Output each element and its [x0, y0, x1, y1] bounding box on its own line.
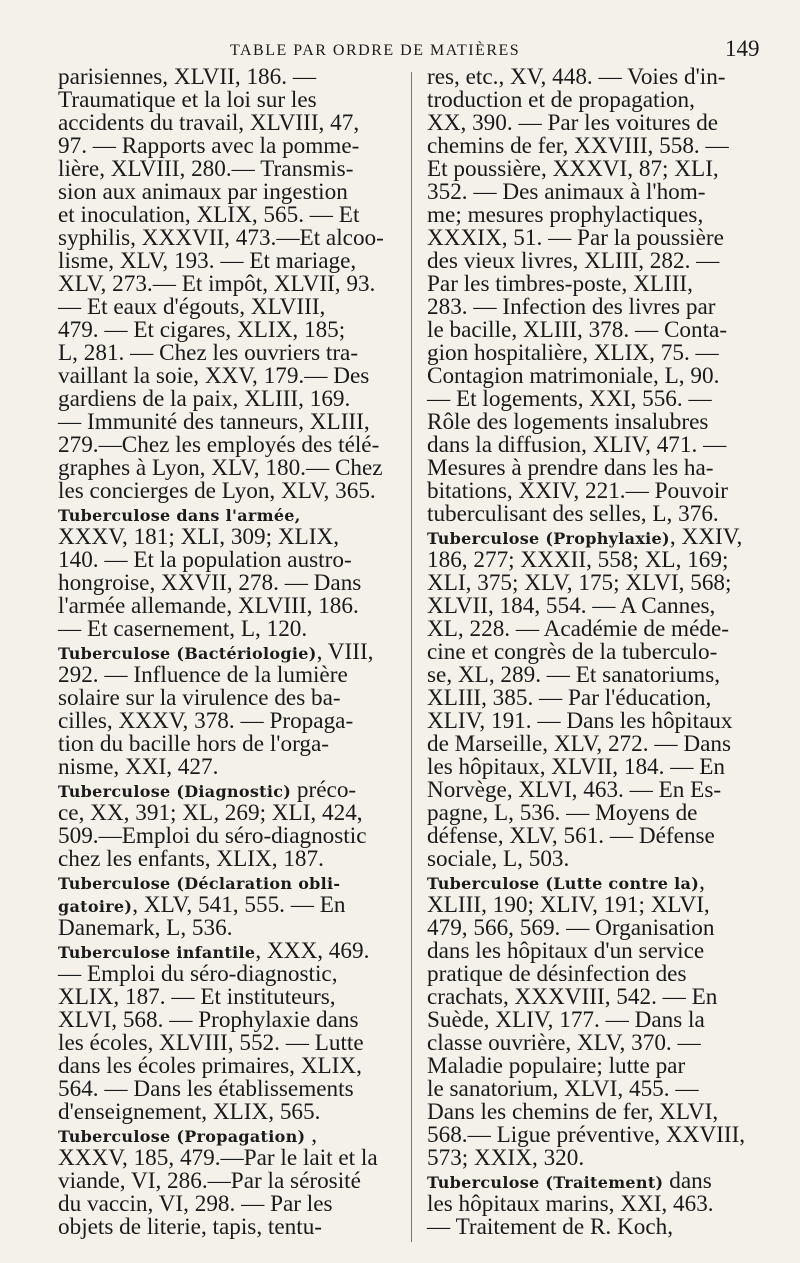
index-line	[58, 825, 396, 848]
line-text: préco-	[291, 777, 357, 803]
line-text: Traumatique et la loi sur les	[58, 87, 317, 113]
index-line	[58, 526, 396, 549]
line-text: le sanatorium, XLVI, 455. —	[427, 1076, 699, 1102]
line-text: ce, XX, 391; XL, 269; XLI, 424,	[58, 800, 363, 826]
entry-heading: Tuberculose (Lutte contre la)	[427, 874, 700, 893]
index-line	[427, 227, 757, 250]
index-line	[58, 1170, 396, 1193]
index-line	[427, 204, 757, 227]
index-line	[427, 710, 757, 733]
index-line	[58, 365, 396, 388]
line-text: 509.—Emploi du séro-diagnostic	[58, 823, 367, 849]
index-line	[58, 273, 396, 296]
line-text: XXXV, 181; XLI, 309; XLIX,	[58, 524, 340, 550]
line-text: lisme, XLV, 193. — Et mariage,	[58, 248, 357, 274]
index-line	[58, 618, 396, 641]
line-text: Danemark, L, 536.	[58, 915, 233, 941]
line-text: accidents du travail, XLVIII, 47,	[58, 110, 360, 136]
line-text: XLIX, 187. — Et instituteurs,	[58, 984, 336, 1010]
index-line	[58, 756, 396, 779]
index-line	[427, 342, 757, 365]
index-line	[427, 250, 757, 273]
line-text: sion aux animaux par ingestion	[58, 179, 348, 205]
line-text: crachats, XXXVIII, 542. — En	[427, 984, 718, 1010]
line-text: 186, 277; XXXII, 558; XL, 169;	[427, 547, 729, 573]
index-line	[58, 779, 396, 802]
line-text: XL, 228. — Académie de méde-	[427, 616, 729, 642]
index-line	[58, 664, 396, 687]
line-text: Maladie populaire; lutte par	[427, 1053, 686, 1079]
line-text: pagne, L, 536. — Moyens de	[427, 800, 698, 826]
index-line	[58, 733, 396, 756]
index-line	[427, 1032, 757, 1055]
line-text: 479. — Et cigares, XLIX, 185;	[58, 317, 346, 343]
index-line	[427, 112, 757, 135]
line-text: , VIII,	[316, 639, 374, 665]
entry-heading: Tuberculose dans l'armée,	[58, 506, 301, 525]
line-text: me; mesures prophylactiques,	[427, 202, 704, 228]
index-line	[58, 710, 396, 733]
index-line	[58, 388, 396, 411]
entry-heading: Tuberculose (Diagnostic)	[58, 782, 292, 801]
line-text: dans la diffusion, XLIV, 471. —	[427, 432, 727, 458]
line-text: vaillant la soie, XXV, 179.— Des	[58, 363, 370, 389]
line-text: objets de literie, tapis, tentu-	[58, 1214, 323, 1240]
line-text: ,	[699, 869, 705, 895]
index-line	[58, 204, 396, 227]
line-text: — Traitement de R. Koch,	[427, 1214, 674, 1240]
entry-heading: gatoire)	[58, 897, 133, 916]
line-text: troduction et de propagation,	[427, 87, 695, 113]
index-line	[427, 89, 757, 112]
index-line	[427, 618, 757, 641]
index-line	[58, 112, 396, 135]
index-line	[58, 342, 396, 365]
line-text: XLIV, 191. — Dans les hôpitaux	[427, 708, 733, 734]
index-line	[427, 365, 757, 388]
index-line	[427, 779, 757, 802]
index-line	[58, 802, 396, 825]
index-line	[427, 1147, 757, 1170]
index-line	[58, 1193, 396, 1216]
index-line	[427, 1055, 757, 1078]
index-line	[427, 549, 757, 572]
line-text: des vieux livres, XLIII, 282. —	[427, 248, 720, 274]
line-text: 292. — Influence de la lumière	[58, 662, 348, 688]
line-text: les hôpitaux marins, XXI, 463.	[427, 1191, 714, 1217]
index-line	[427, 641, 757, 664]
line-text: tion du bacille hors de l'orga-	[58, 731, 329, 757]
index-line	[58, 595, 396, 618]
line-text: 352. — Des animaux à l'hom-	[427, 179, 706, 205]
line-text: classe ouvrière, XLV, 370. —	[427, 1030, 701, 1056]
index-line	[427, 756, 757, 779]
running-head: TABLE PAR ORDRE DE MATIÈRES	[230, 42, 521, 59]
line-text: — Et eaux d'égouts, XLVIII,	[58, 294, 326, 320]
index-line	[427, 1101, 757, 1124]
index-line	[58, 250, 396, 273]
index-line	[58, 641, 396, 664]
line-text: graphes à Lyon, XLV, 180.— Chez	[58, 455, 383, 481]
index-line	[58, 572, 396, 595]
line-text: Par les timbres-poste, XLIII,	[427, 271, 693, 297]
line-text: dans les hôpitaux d'un service	[427, 938, 705, 964]
index-line	[58, 1216, 396, 1239]
line-text: L, 281. — Chez les ouvriers tra-	[58, 340, 359, 366]
line-text: res, etc., XV, 448. — Voies d'in-	[427, 64, 726, 90]
line-text: les écoles, XLVIII, 552. — Lutte	[58, 1030, 364, 1056]
line-text: sociale, L, 503.	[427, 846, 570, 872]
line-text: XX, 390. — Par les voitures de	[427, 110, 719, 136]
line-text: — Et casernement, L, 120.	[58, 616, 308, 642]
index-line	[58, 1055, 396, 1078]
line-text: 573; XXIX, 320.	[427, 1145, 585, 1171]
line-text: XLVI, 568. — Prophylaxie dans	[58, 1007, 359, 1033]
index-line	[58, 319, 396, 342]
line-text: XLIII, 190; XLIV, 191; XLVI,	[427, 892, 710, 918]
line-text: et inoculation, XLIX, 565. — Et	[58, 202, 360, 228]
index-line	[427, 457, 757, 480]
index-line	[58, 871, 396, 894]
line-text: dans	[663, 1168, 712, 1194]
index-line	[58, 1009, 396, 1032]
index-line	[58, 227, 396, 250]
index-line	[58, 687, 396, 710]
index-line	[58, 848, 396, 871]
line-text: du vaccin, VI, 298. — Par les	[58, 1191, 333, 1217]
line-text: Suède, XLIV, 177. — Dans la	[427, 1007, 705, 1033]
line-text: XXXV, 185, 479.—Par le lait et la	[58, 1145, 378, 1171]
index-line	[427, 687, 757, 710]
index-line	[427, 848, 757, 871]
line-text: , XXIV,	[669, 524, 743, 550]
line-text: gardiens de la paix, XLIII, 169.	[58, 386, 351, 412]
entry-heading: Tuberculose (Prophylaxie)	[427, 529, 670, 548]
index-line	[427, 1009, 757, 1032]
left-column	[58, 66, 396, 1239]
line-text: , XXX, 469.	[255, 938, 370, 964]
index-line	[427, 181, 757, 204]
line-text: 479, 566, 569. — Organisation	[427, 915, 715, 941]
index-line	[427, 940, 757, 963]
index-line	[58, 917, 396, 940]
line-text: cine et congrès de la tuberculo-	[427, 639, 718, 665]
line-text: bitations, XXIV, 221.— Pouvoir	[427, 478, 729, 504]
index-line	[427, 526, 757, 549]
index-line	[427, 871, 757, 894]
line-text: chez les enfants, XLIX, 187.	[58, 846, 324, 872]
line-text: solaire sur la virulence des ba-	[58, 685, 341, 711]
line-text: XXXIX, 51. — Par la poussière	[427, 225, 724, 251]
index-line	[427, 894, 757, 917]
index-line	[427, 434, 757, 457]
index-line	[427, 503, 757, 526]
line-text: hongroise, XXVII, 278. — Dans	[58, 570, 362, 596]
line-text: XLIII, 385. — Par l'éducation,	[427, 685, 712, 711]
index-line	[58, 89, 396, 112]
line-text: gion hospitalière, XLIX, 75. —	[427, 340, 719, 366]
index-line	[58, 457, 396, 480]
line-text: d'enseignement, XLIX, 565.	[58, 1099, 321, 1125]
index-line	[427, 917, 757, 940]
index-line	[427, 319, 757, 342]
entry-heading: Tuberculose infantile	[58, 943, 256, 962]
index-line	[427, 664, 757, 687]
line-text: les concierges de Lyon, XLV, 365.	[58, 478, 376, 504]
line-text: Norvège, XLVI, 463. — En Es-	[427, 777, 722, 803]
index-line	[427, 986, 757, 1009]
index-line	[427, 572, 757, 595]
index-line	[58, 963, 396, 986]
index-line	[427, 595, 757, 618]
line-text: viande, VI, 286.—Par la sérosité	[58, 1168, 361, 1194]
index-line	[427, 273, 757, 296]
line-text: de Marseille, XLV, 272. — Dans	[427, 731, 731, 757]
index-line	[427, 135, 757, 158]
entry-heading: Tuberculose (Bactériologie)	[58, 644, 317, 663]
line-text: 279.—Chez les employés des télé-	[58, 432, 380, 458]
line-text: 568.— Ligue préventive, XXVIII,	[427, 1122, 746, 1148]
index-line	[58, 549, 396, 572]
page-header	[0, 34, 800, 64]
index-line	[58, 986, 396, 1009]
index-line	[58, 66, 396, 89]
line-text: Dans les chemins de fer, XLVI,	[427, 1099, 719, 1125]
line-text: pratique de désinfection des	[427, 961, 687, 987]
index-line	[427, 1124, 757, 1147]
line-text: XLI, 375; XLV, 175; XLVI, 568;	[427, 570, 732, 596]
entry-heading: Tuberculose (Déclaration obli-	[58, 874, 341, 893]
index-line	[427, 296, 757, 319]
line-text: se, XL, 289. — Et sanatoriums,	[427, 662, 721, 688]
line-text: 564. — Dans les établissements	[58, 1076, 354, 1102]
index-line	[58, 1101, 396, 1124]
index-line	[58, 434, 396, 457]
index-line	[58, 503, 396, 526]
index-line	[58, 894, 396, 917]
index-line	[58, 135, 396, 158]
index-line	[427, 66, 757, 89]
index-line	[427, 825, 757, 848]
line-text: chemins de fer, XXVIII, 558. —	[427, 133, 729, 159]
line-text: tuberculisant des selles, L, 376.	[427, 501, 719, 527]
line-text: l'armée allemande, XLVIII, 186.	[58, 593, 359, 619]
line-text: Rôle des logements insalubres	[427, 409, 709, 435]
line-text: 140. — Et la population austro-	[58, 547, 352, 573]
line-text: le bacille, XLIII, 378. — Conta-	[427, 317, 728, 343]
right-column	[427, 66, 757, 1239]
line-text: 283. — Infection des livres par	[427, 294, 716, 320]
index-line	[58, 411, 396, 434]
line-text: défense, XLV, 561. — Défense	[427, 823, 715, 849]
line-text: les hôpitaux, XLVII, 184. — En	[427, 754, 725, 780]
page-number: 149	[725, 36, 760, 61]
line-text: dans les écoles primaires, XLIX,	[58, 1053, 362, 1079]
line-text: XLV, 273.— Et impôt, XLVII, 93.	[58, 271, 376, 297]
index-line	[427, 802, 757, 825]
index-line	[58, 296, 396, 319]
line-text: , XLV, 541, 555. — En	[132, 892, 346, 918]
line-text: Mesures à prendre dans les ha-	[427, 455, 714, 481]
entry-heading: Tuberculose (Traitement)	[427, 1173, 664, 1192]
index-line	[427, 1170, 757, 1193]
index-line	[58, 1032, 396, 1055]
index-line	[427, 963, 757, 986]
index-line	[427, 411, 757, 434]
index-line	[58, 158, 396, 181]
index-line	[58, 1078, 396, 1101]
index-line	[58, 181, 396, 204]
index-line	[427, 388, 757, 411]
index-line	[427, 1216, 757, 1239]
line-text: ,	[305, 1122, 317, 1148]
line-text: Et poussière, XXXVI, 87; XLI,	[427, 156, 719, 182]
line-text: parisiennes, XLVII, 186. —	[58, 64, 317, 90]
line-text: XLVII, 184, 554. — A Cannes,	[427, 593, 716, 619]
line-text: syphilis, XXXVII, 473.—Et alcoo-	[58, 225, 384, 251]
index-line	[427, 158, 757, 181]
index-line	[427, 733, 757, 756]
line-text: cilles, XXXV, 378. — Propaga-	[58, 708, 354, 734]
line-text: lière, XLVIII, 280.— Transmis-	[58, 156, 354, 182]
line-text: — Immunité des tanneurs, XLIII,	[58, 409, 370, 435]
index-line	[58, 1147, 396, 1170]
index-line	[58, 940, 396, 963]
column-divider	[411, 72, 412, 1242]
line-text: — Emploi du séro-diagnostic,	[58, 961, 338, 987]
index-line	[427, 1193, 757, 1216]
index-line	[58, 480, 396, 503]
line-text: — Et logements, XXI, 556. —	[427, 386, 712, 412]
line-text: Contagion matrimoniale, L, 90.	[427, 363, 720, 389]
index-line	[58, 1124, 396, 1147]
index-line	[427, 1078, 757, 1101]
entry-heading: Tuberculose (Propagation)	[58, 1127, 306, 1146]
index-line	[427, 480, 757, 503]
line-text: 97. — Rapports avec la pomme-	[58, 133, 360, 159]
line-text: nisme, XXI, 427.	[58, 754, 219, 780]
